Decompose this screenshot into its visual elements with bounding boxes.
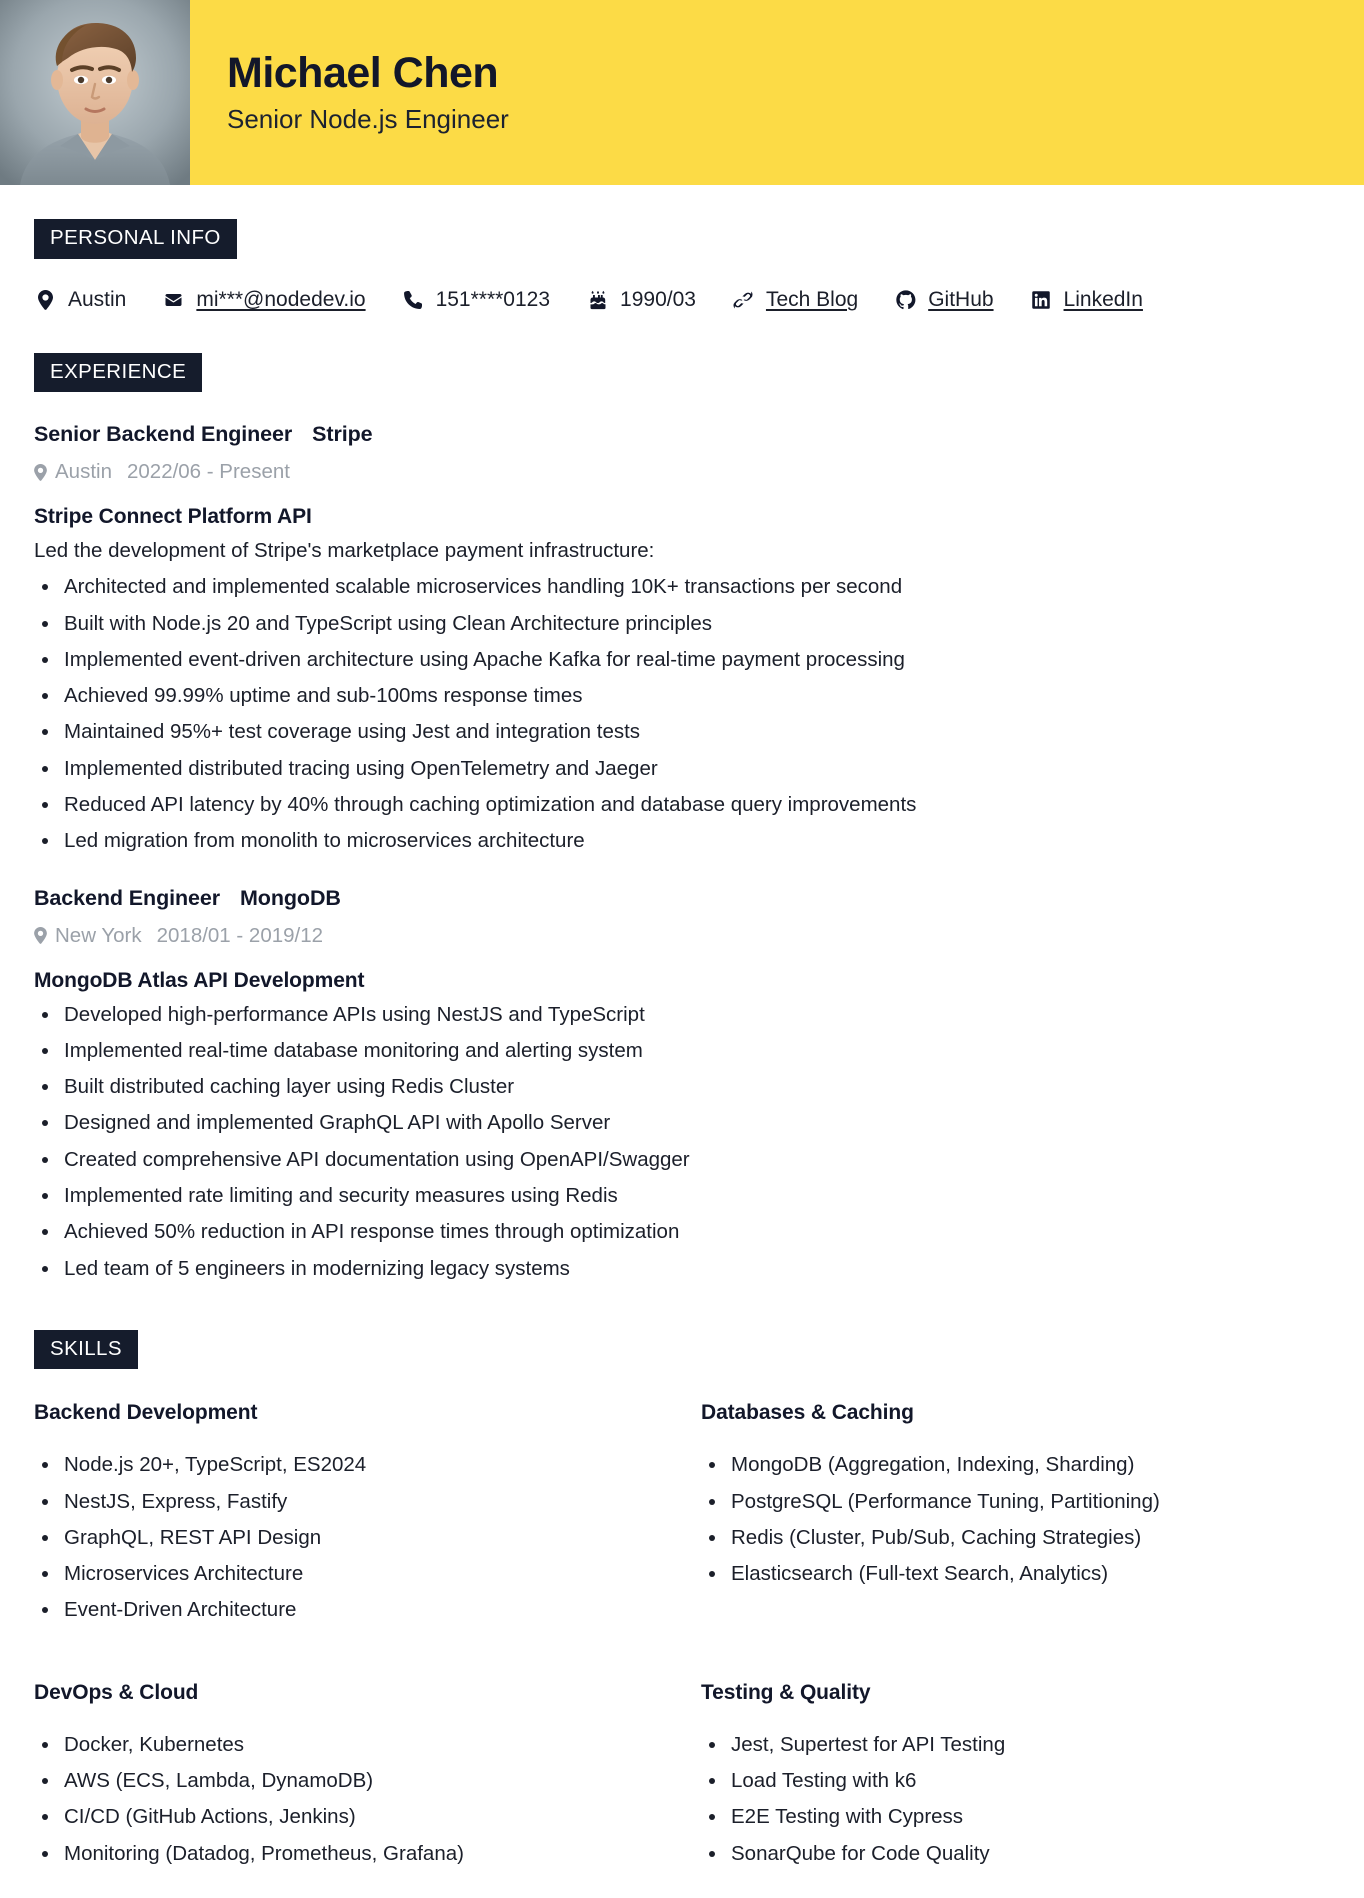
linkedin-icon xyxy=(1030,289,1053,311)
skill-list xyxy=(701,1451,1330,1588)
list-item: Reduced API latency by 40% through caching optimization and database query improvements xyxy=(34,791,1330,819)
skill-block-databases-caching xyxy=(701,1401,1330,1624)
section-heading-personal-info: PERSONAL INFO xyxy=(34,219,237,259)
skill-list xyxy=(34,1731,663,1868)
job-location: New York xyxy=(55,923,142,947)
skill-category-title: DevOps & Cloud xyxy=(34,1680,199,1704)
contact-phone xyxy=(402,289,550,311)
section-personal-info xyxy=(34,219,1330,311)
job-bullets xyxy=(34,573,1330,855)
list-item: CI/CD (GitHub Actions, Jenkins) xyxy=(34,1803,663,1831)
list-item: PostgreSQL (Performance Tuning, Partitioning) xyxy=(701,1488,1330,1516)
list-item: E2E Testing with Cypress xyxy=(701,1803,1330,1831)
skill-category-title: Testing & Quality xyxy=(701,1680,871,1704)
section-experience xyxy=(34,353,1330,1283)
location-pin-icon xyxy=(34,289,57,311)
skill-block-backend-development xyxy=(34,1401,663,1624)
avatar xyxy=(0,0,190,185)
link-icon xyxy=(732,289,755,311)
skill-list xyxy=(701,1731,1330,1868)
project-title: Stripe Connect Platform API xyxy=(34,505,312,528)
page-title: Michael Chen xyxy=(227,49,499,98)
contact-github-text[interactable]: GitHub xyxy=(928,288,994,311)
avatar-photo-icon xyxy=(0,0,190,185)
list-item: Maintained 95%+ test coverage using Jest and integration tests xyxy=(34,718,1330,746)
list-item: SonarQube for Code Quality xyxy=(701,1840,1330,1868)
section-heading-skills: SKILLS xyxy=(34,1330,138,1370)
project-title: MongoDB Atlas API Development xyxy=(34,968,365,992)
list-item: Elasticsearch (Full-text Search, Analytics) xyxy=(701,1560,1330,1588)
list-item: NestJS, Express, Fastify xyxy=(34,1488,663,1516)
contact-location-text: Austin xyxy=(68,288,127,311)
experience-item xyxy=(34,886,1330,1283)
envelope-icon xyxy=(162,289,185,311)
contact-location xyxy=(34,289,126,311)
list-item: Developed high-performance APIs using NestJS and TypeScript xyxy=(34,1001,1330,1029)
github-icon xyxy=(894,289,917,311)
contact-email[interactable] xyxy=(162,289,365,311)
list-item: Architected and implemented scalable microservices handling 10K+ transactions per second xyxy=(34,573,1330,601)
job-meta xyxy=(34,924,1330,948)
list-item: Built with Node.js 20 and TypeScript using Clean Architecture principles xyxy=(34,610,1330,638)
list-item: Designed and implemented GraphQL API with Apollo Server xyxy=(34,1109,1330,1137)
contact-birthday xyxy=(586,289,696,311)
contact-linkedin[interactable] xyxy=(1030,289,1143,311)
job-dates: 2018/01 - 2019/12 xyxy=(156,923,324,947)
job-meta xyxy=(34,460,1330,484)
list-item: Achieved 99.99% uptime and sub-100ms response times xyxy=(34,682,1330,710)
contact-birthday-text: 1990/03 xyxy=(620,288,696,311)
list-item: Redis (Cluster, Pub/Sub, Caching Strategies) xyxy=(701,1524,1330,1552)
list-item: Monitoring (Datadog, Prometheus, Grafana) xyxy=(34,1840,663,1868)
list-item: Microservices Architecture xyxy=(34,1560,663,1588)
list-item: Implemented real-time database monitoring and alerting system xyxy=(34,1037,1330,1065)
contact-linkedin-text[interactable]: LinkedIn xyxy=(1063,288,1143,311)
list-item: MongoDB (Aggregation, Indexing, Sharding) xyxy=(701,1451,1330,1479)
experience-item xyxy=(34,422,1330,856)
list-item: Achieved 50% reduction in API response times through optimization xyxy=(34,1218,1330,1246)
list-item: Implemented distributed tracing using OpenTelemetry and Jaeger xyxy=(34,755,1330,783)
contact-blog[interactable] xyxy=(732,289,858,311)
contact-github[interactable] xyxy=(894,289,993,311)
birthday-cake-icon xyxy=(586,289,609,311)
contact-email-text[interactable]: mi***@nodedev.io xyxy=(196,288,366,311)
resume-body xyxy=(0,219,1364,1898)
location-pin-icon xyxy=(34,927,47,944)
job-location: Austin xyxy=(55,460,112,483)
phone-icon xyxy=(402,289,425,311)
job-title-row xyxy=(34,886,1330,911)
resume-header xyxy=(0,0,1364,185)
list-item: Implemented event-driven architecture using Apache Kafka for real-time payment processing xyxy=(34,646,1330,674)
list-item: Docker, Kubernetes xyxy=(34,1731,663,1759)
skill-category-title: Databases & Caching xyxy=(701,1401,914,1425)
list-item: GraphQL, REST API Design xyxy=(34,1524,663,1552)
project-summary: Led the development of Stripe's marketplace payment infrastructure: xyxy=(34,539,655,562)
contact-row xyxy=(34,289,1330,311)
job-bullets xyxy=(34,1001,1330,1283)
list-item: AWS (ECS, Lambda, DynamoDB) xyxy=(34,1767,663,1795)
list-item: Load Testing with k6 xyxy=(701,1767,1330,1795)
job-title: Senior Backend Engineer xyxy=(34,422,293,446)
list-item: Led migration from monolith to microservices architecture xyxy=(34,827,1330,855)
header-band xyxy=(190,0,1364,185)
skill-category-title: Backend Development xyxy=(34,1401,258,1425)
skill-block-testing-quality xyxy=(701,1681,1330,1868)
list-item: Node.js 20+, TypeScript, ES2024 xyxy=(34,1451,663,1479)
job-title-row xyxy=(34,422,1330,447)
list-item: Implemented rate limiting and security measures using Redis xyxy=(34,1182,1330,1210)
skill-block-devops-cloud xyxy=(34,1681,663,1868)
list-item: Created comprehensive API documentation using OpenAPI/Swagger xyxy=(34,1146,1330,1174)
section-skills xyxy=(34,1330,1330,1868)
section-heading-experience: EXPERIENCE xyxy=(34,353,202,393)
list-item: Event-Driven Architecture xyxy=(34,1596,663,1624)
job-dates: 2022/06 - Present xyxy=(126,460,290,483)
list-item: Built distributed caching layer using Redis Cluster xyxy=(34,1073,1330,1101)
job-company: MongoDB xyxy=(240,885,341,910)
job-title: Backend Engineer xyxy=(34,885,220,910)
job-company: Stripe xyxy=(312,422,373,446)
list-item: Jest, Supertest for API Testing xyxy=(701,1731,1330,1759)
contact-blog-text[interactable]: Tech Blog xyxy=(765,288,859,311)
location-pin-icon xyxy=(34,464,47,481)
contact-phone-text: 151****0123 xyxy=(435,288,551,311)
list-item: Led team of 5 engineers in modernizing legacy systems xyxy=(34,1255,1330,1283)
skills-grid xyxy=(34,1401,1330,1868)
skill-list xyxy=(34,1451,663,1624)
job-tagline: Senior Node.js Engineer xyxy=(227,104,509,135)
